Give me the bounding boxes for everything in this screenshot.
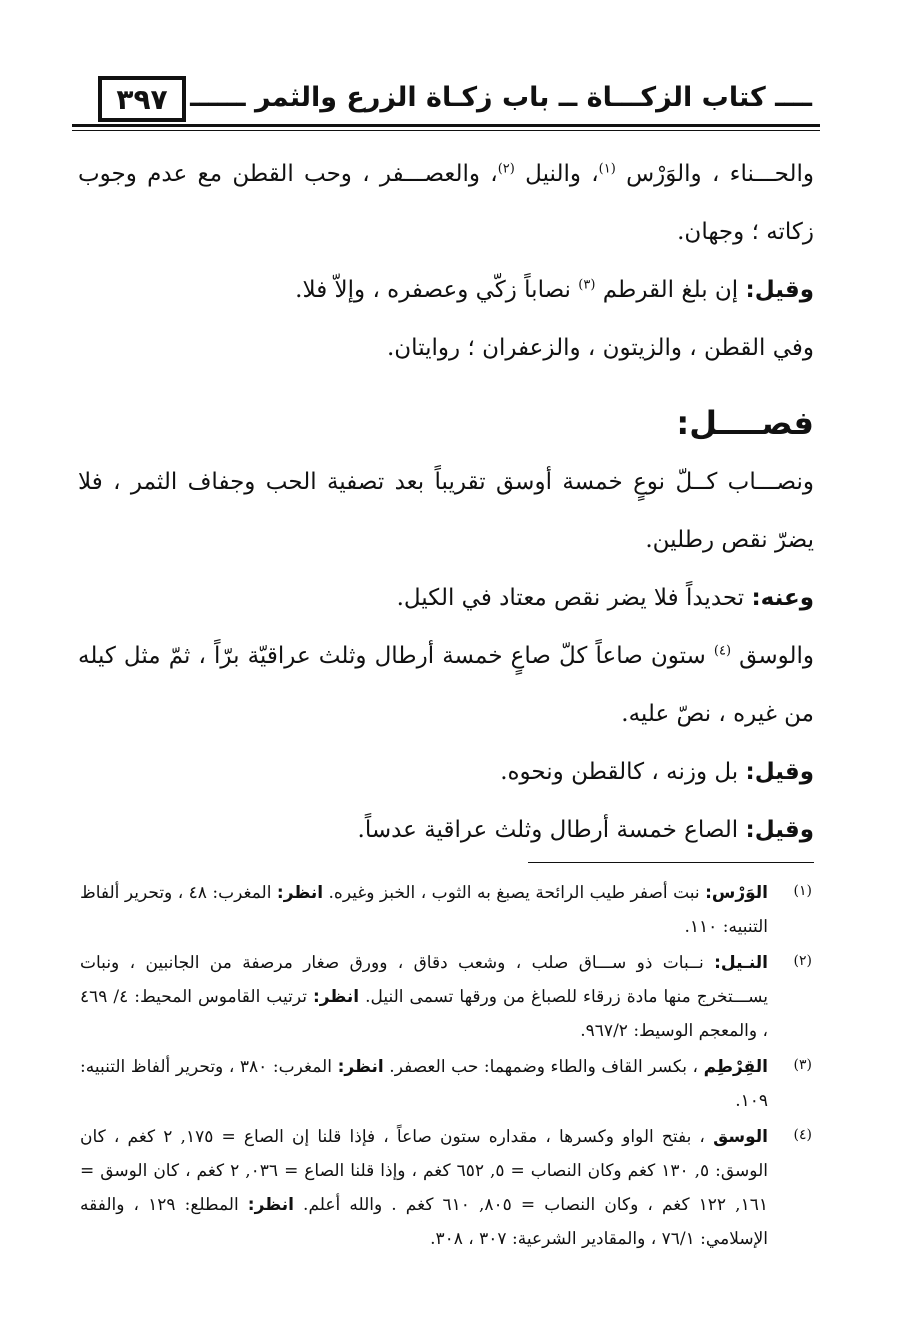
see-label: انظر:	[312, 987, 360, 1007]
text-run: ترتيب القاموس المحيط: ٤/ ٤٦٩ ، والمعجم الوسيط: ٩٦٧/٢.	[80, 987, 768, 1041]
footnote-text	[80, 1120, 768, 1256]
footnote-item	[80, 946, 812, 1048]
text-run: والحـــناء ، والوَرْس	[615, 161, 814, 187]
header-rule	[72, 124, 820, 127]
paragraph-5	[78, 569, 814, 627]
keyword: وقيل:	[745, 817, 814, 843]
see-label: انظر:	[276, 883, 324, 903]
footnote-ref[interactable]: (٤)	[713, 643, 732, 659]
footnote-ref[interactable]: (١)	[598, 161, 616, 177]
text-run: الصاع خمسة أرطال وثلث عراقية عدساً.	[357, 817, 746, 843]
keyword: وقيل:	[745, 277, 814, 303]
text-run: المغرب: ٣٨٠ ، وتحرير ألفاظ التنبيه: ١٠٩.	[80, 1057, 768, 1111]
text-run: المغرب: ٤٨ ، وتحرير ألفاظ التنبيه: ١١٠.	[80, 883, 768, 937]
footnote-term: النـيل:	[714, 953, 768, 973]
footnote-ref[interactable]: (٣)	[578, 277, 596, 293]
footnote-ref[interactable]: (٢)	[497, 161, 515, 177]
keyword: وقيل:	[745, 759, 814, 785]
section-heading: فصــــل:	[676, 404, 814, 442]
paragraph-3: وفي القطن ، والزيتون ، والزعفران ؛ روايتان.	[386, 335, 814, 361]
text-run: المطلع: ١٢٩ ، والفقه الإسلامي: ٧٦/١ ، والمقادير الشرعية: ٣٠٧ ، ٣٠٨.	[80, 1195, 768, 1249]
text-run: نصاباً زكّي وعصفره ، وإلاّ فلا.	[295, 277, 579, 303]
text-run: ستون صاعاً كلّ صاعٍ خمسة أرطال وثلث عراقيّة برّاً ، ثمّ مثل كيله من غيره ، نصّ عليه.	[78, 643, 814, 727]
footnote-term: القِرْطِم	[703, 1057, 768, 1077]
see-label: انظر:	[337, 1057, 384, 1077]
text-run: نــبات ذو ســـاق صلب ، وشعب دقاق ، وورق صغار مرصفة من الجانبين ، ونبات يســـتخرج منها مادة زرقاء للصباغ من ورقها تسمى النيل.	[80, 953, 768, 1007]
page-number: ٣٩٧	[116, 82, 168, 116]
page-number-box	[98, 76, 186, 122]
footnote-number: (٣)	[793, 1057, 812, 1073]
text-run: ، بفتح الواو وكسرها ، مقداره ستون صاعاً ، فإذا قلنا إن الصاع = ١٧٥, ٢ كغم ، كان الوسق: ٥, ١٣٠ كغم وكان النصاب = ٥, ٦٥٢ كغم ، وإذا قلنا الصاع = ٠٣٦, ٢ كغم ، كان الوسق = ١٦١, ١٢٢ كغم ، وكان النصاب = ٨٠٥, ٦١٠ كغم . والله أعلم.	[80, 1127, 768, 1215]
text-run: إن بلغ القرطم	[595, 277, 746, 303]
text-run: والوسق	[731, 643, 814, 669]
footnote-item	[80, 876, 812, 944]
text-run: تحديداً فلا يضر نقص معتاد في الكيل.	[396, 585, 752, 611]
see-label: انظر:	[247, 1195, 294, 1215]
running-header	[72, 76, 820, 132]
footnote-text	[80, 1050, 768, 1118]
footnote-term: الوسق	[713, 1127, 768, 1147]
footnote-separator	[528, 862, 814, 863]
paragraph-8	[78, 801, 814, 859]
text-run: بل وزنه ، كالقطن ونحوه.	[500, 759, 746, 785]
footnote-term: الوَرْس:	[705, 883, 768, 903]
paragraph-1	[78, 145, 814, 261]
text-run: ، والعصـــفر ، وحب القطن مع عدم وجوب زكاته ؛ وجهان.	[78, 161, 814, 245]
header-rule-thin	[72, 130, 820, 131]
paragraph-6	[78, 627, 814, 743]
running-title: ــــ كتاب الزكـــاة ــ باب زكـاة الزرع والثمر ــــــ	[190, 82, 812, 113]
text-run: ، والنيل	[514, 161, 599, 187]
footnote-number: (٢)	[793, 953, 812, 969]
footnote-item	[80, 1120, 812, 1256]
paragraph-2	[78, 261, 814, 319]
footnote-number: (٤)	[793, 1127, 812, 1143]
footnote-number: (١)	[793, 883, 812, 899]
keyword: وعنه:	[751, 585, 814, 611]
text-run: نبت أصفر طيب الرائحة يصبغ به الثوب ، الخبز وغيره.	[323, 883, 706, 903]
main-text	[78, 145, 814, 859]
footnote-item	[80, 1050, 812, 1118]
footnote-text	[80, 946, 768, 1048]
paragraph-4: ونصـــاب كــلّ نوعٍ خمسة أوسق تقريباً بعد تصفية الحب وجفاف الثمر ، فلا يضرّ نقص رطلين.	[78, 469, 814, 553]
footnote-text	[80, 876, 768, 944]
paragraph-7	[78, 743, 814, 801]
text-run: ، بكسر القاف والطاء وضمهما: حب العصفر.	[383, 1057, 704, 1077]
footnotes	[80, 876, 812, 1258]
